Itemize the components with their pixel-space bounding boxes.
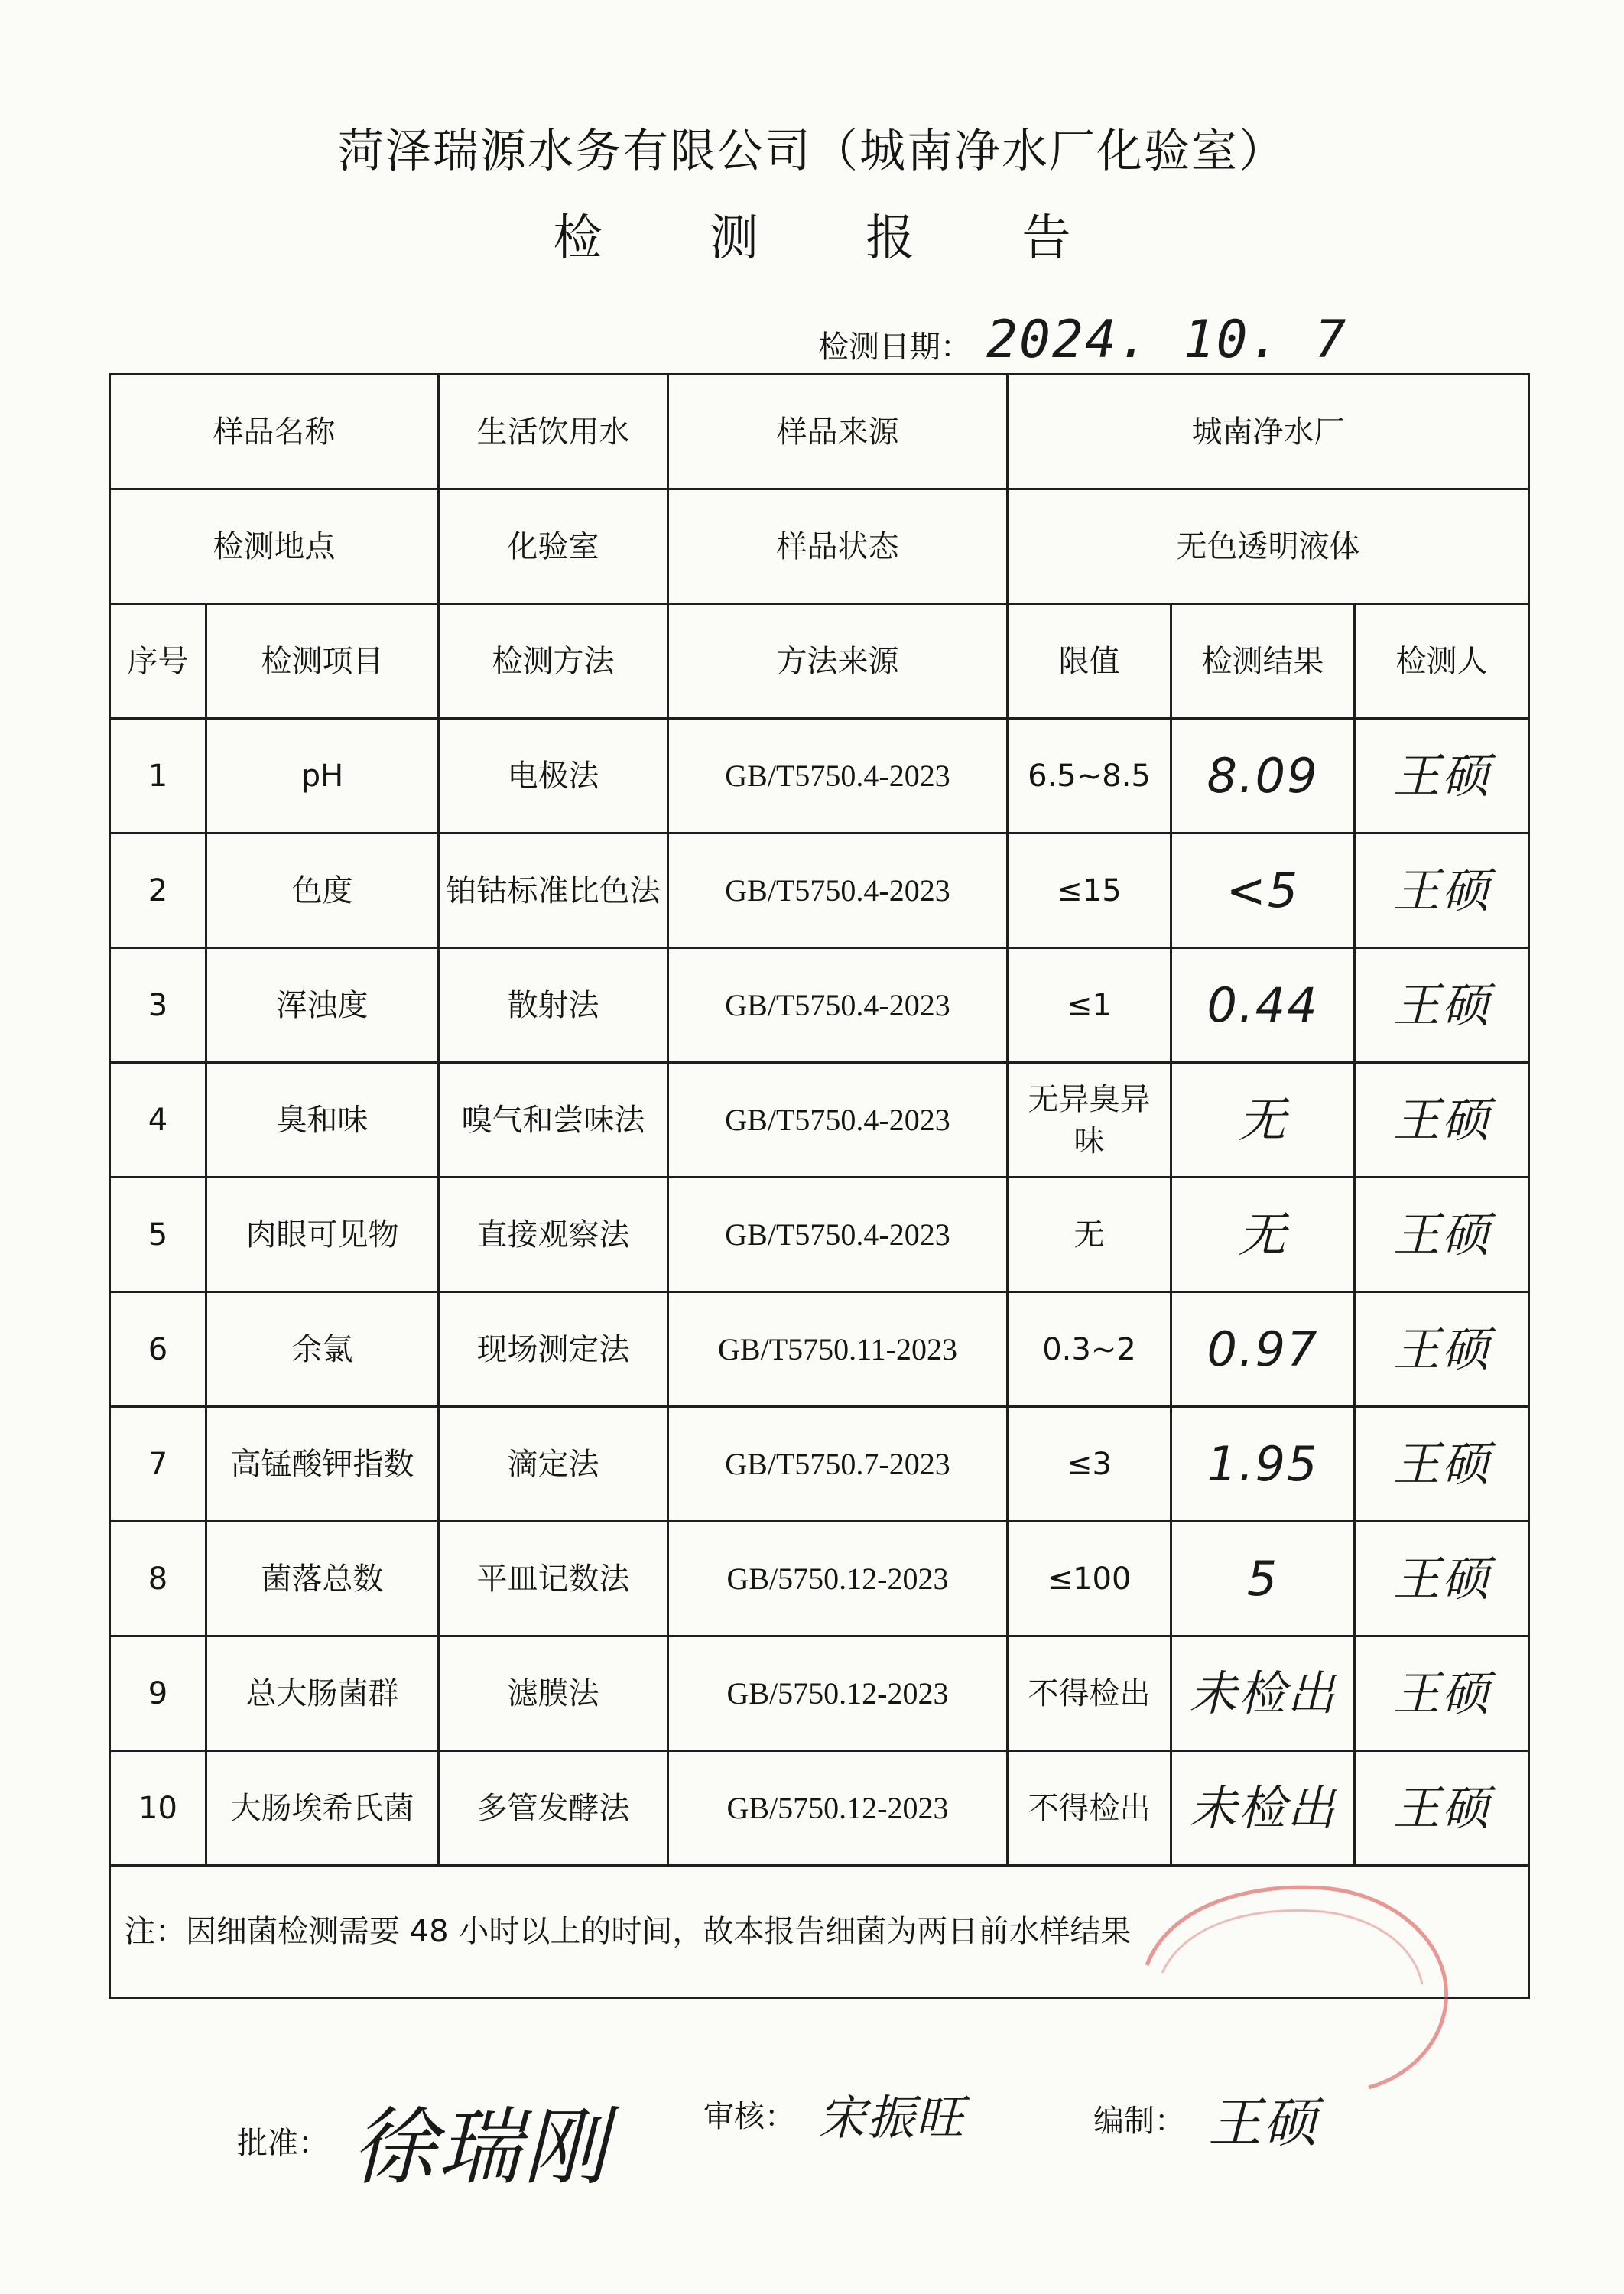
row-item: pH <box>206 719 439 833</box>
row-tester: 王硕 <box>1355 1292 1529 1407</box>
row-item: 总大肠菌群 <box>206 1636 439 1751</box>
approve-signature-name: 徐瑞刚 <box>352 2098 609 2196</box>
row-source: GB/T5750.4-2023 <box>668 1063 1008 1178</box>
table-row <box>110 1636 1529 1751</box>
col-header-no: 序号 <box>110 604 206 719</box>
row-tester: 王硕 <box>1355 1522 1529 1636</box>
review-signature <box>703 2080 965 2148</box>
row-no: 2 <box>110 833 206 948</box>
report-table <box>109 373 1530 1999</box>
table-row <box>110 1063 1529 1178</box>
row-limit: 无 <box>1008 1178 1171 1292</box>
table-row <box>110 833 1529 948</box>
row-no: 10 <box>110 1751 206 1866</box>
row-result: 5 <box>1171 1522 1355 1636</box>
row-source: GB/5750.12-2023 <box>668 1751 1008 1866</box>
row-tester: 王硕 <box>1355 948 1529 1063</box>
row-method: 铂钴标准比色法 <box>439 833 668 948</box>
table-row <box>110 1178 1529 1292</box>
row-source: GB/T5750.4-2023 <box>668 948 1008 1063</box>
row-method: 多管发酵法 <box>439 1751 668 1866</box>
row-no: 7 <box>110 1407 206 1522</box>
row-tester: 王硕 <box>1355 1751 1529 1866</box>
table-row <box>110 1292 1529 1407</box>
row-tester: 王硕 <box>1355 833 1529 948</box>
review-label: 审核： <box>703 2099 795 2134</box>
info-row-2 <box>110 489 1529 604</box>
col-header-limit: 限值 <box>1008 604 1171 719</box>
table-row <box>110 1522 1529 1636</box>
row-item: 余氯 <box>206 1292 439 1407</box>
row-no: 9 <box>110 1636 206 1751</box>
row-item: 高锰酸钾指数 <box>206 1407 439 1522</box>
row-item: 肉眼可见物 <box>206 1178 439 1292</box>
row-method: 电极法 <box>439 719 668 833</box>
row-result: 无 <box>1171 1178 1355 1292</box>
row-tester: 王硕 <box>1355 1063 1529 1178</box>
compile-label: 编制： <box>1093 2104 1185 2139</box>
test-location-label: 检测地点 <box>110 489 439 604</box>
row-no: 6 <box>110 1292 206 1407</box>
row-result: 未检出 <box>1171 1751 1355 1866</box>
row-tester: 王硕 <box>1355 1178 1529 1292</box>
table-row <box>110 1407 1529 1522</box>
row-method: 现场测定法 <box>439 1292 668 1407</box>
row-result: 1.95 <box>1171 1407 1355 1522</box>
sample-state-value: 无色透明液体 <box>1008 489 1529 604</box>
column-header-row <box>110 604 1529 719</box>
row-source: GB/T5750.11-2023 <box>668 1292 1008 1407</box>
row-no: 1 <box>110 719 206 833</box>
info-row-1 <box>110 375 1529 489</box>
row-limit: ≤100 <box>1008 1522 1171 1636</box>
row-tester: 王硕 <box>1355 1407 1529 1522</box>
sample-state-label: 样品状态 <box>668 489 1008 604</box>
table-row <box>110 1751 1529 1866</box>
row-method: 直接观察法 <box>439 1178 668 1292</box>
row-item: 浑浊度 <box>206 948 439 1063</box>
test-date-value: 2024. 10. 7 <box>986 310 1348 370</box>
col-header-method: 检测方法 <box>439 604 668 719</box>
row-no: 5 <box>110 1178 206 1292</box>
row-method: 散射法 <box>439 948 668 1063</box>
row-limit: ≤3 <box>1008 1407 1171 1522</box>
row-source: GB/5750.12-2023 <box>668 1636 1008 1751</box>
row-item: 大肠埃希氏菌 <box>206 1751 439 1866</box>
row-tester: 王硕 <box>1355 719 1529 833</box>
note-text: 注：因细菌检测需要 48 小时以上的时间，故本报告细菌为两日前水样结果 <box>110 1866 1529 1998</box>
row-result: 未检出 <box>1171 1636 1355 1751</box>
sample-name-label: 样品名称 <box>110 375 439 489</box>
row-result: 0.44 <box>1171 948 1355 1063</box>
row-source: GB/5750.12-2023 <box>668 1522 1008 1636</box>
sample-source-value: 城南净水厂 <box>1008 375 1529 489</box>
col-header-item: 检测项目 <box>206 604 439 719</box>
row-item: 色度 <box>206 833 439 948</box>
col-header-source: 方法来源 <box>668 604 1008 719</box>
row-no: 8 <box>110 1522 206 1636</box>
row-method: 滴定法 <box>439 1407 668 1522</box>
row-method: 平皿记数法 <box>439 1522 668 1636</box>
row-limit: ≤15 <box>1008 833 1171 948</box>
company-title: 菏泽瑞源水务有限公司（城南净水厂化验室） <box>338 125 1286 178</box>
row-method: 嗅气和尝味法 <box>439 1063 668 1178</box>
sample-source-label: 样品来源 <box>668 375 1008 489</box>
approval-signature <box>237 2080 609 2201</box>
row-source: GB/T5750.4-2023 <box>668 1178 1008 1292</box>
row-result: <5 <box>1171 833 1355 948</box>
table-row <box>110 719 1529 833</box>
row-limit: 6.5~8.5 <box>1008 719 1171 833</box>
review-signature-name: 宋振旺 <box>818 2090 966 2146</box>
report-title: 检 测 报 告 <box>553 210 1117 267</box>
approve-label: 批准： <box>237 2125 329 2161</box>
row-result: 8.09 <box>1171 719 1355 833</box>
row-no: 4 <box>110 1063 206 1178</box>
row-result: 0.97 <box>1171 1292 1355 1407</box>
row-item: 菌落总数 <box>206 1522 439 1636</box>
row-result: 无 <box>1171 1063 1355 1178</box>
sample-name-value: 生活饮用水 <box>439 375 668 489</box>
row-method: 滤膜法 <box>439 1636 668 1751</box>
table-row <box>110 948 1529 1063</box>
test-date-line <box>818 310 1347 371</box>
row-limit: 不得检出 <box>1008 1751 1171 1866</box>
row-limit: ≤1 <box>1008 948 1171 1063</box>
row-source: GB/T5750.4-2023 <box>668 719 1008 833</box>
test-date-label: 检测日期： <box>818 330 971 365</box>
col-header-result: 检测结果 <box>1171 604 1355 719</box>
row-source: GB/T5750.7-2023 <box>668 1407 1008 1522</box>
col-header-tester: 检测人 <box>1355 604 1529 719</box>
signature-block <box>0 2057 1624 2233</box>
test-location-value: 化验室 <box>439 489 668 604</box>
row-limit: 无异臭异味 <box>1008 1063 1171 1178</box>
row-limit: 不得检出 <box>1008 1636 1171 1751</box>
row-item: 臭和味 <box>206 1063 439 1178</box>
row-source: GB/T5750.4-2023 <box>668 833 1008 948</box>
compile-signature-name: 王硕 <box>1208 2091 1318 2154</box>
compile-signature <box>1093 2080 1318 2157</box>
row-no: 3 <box>110 948 206 1063</box>
note-row <box>110 1866 1529 1998</box>
row-tester: 王硕 <box>1355 1636 1529 1751</box>
row-limit: 0.3~2 <box>1008 1292 1171 1407</box>
